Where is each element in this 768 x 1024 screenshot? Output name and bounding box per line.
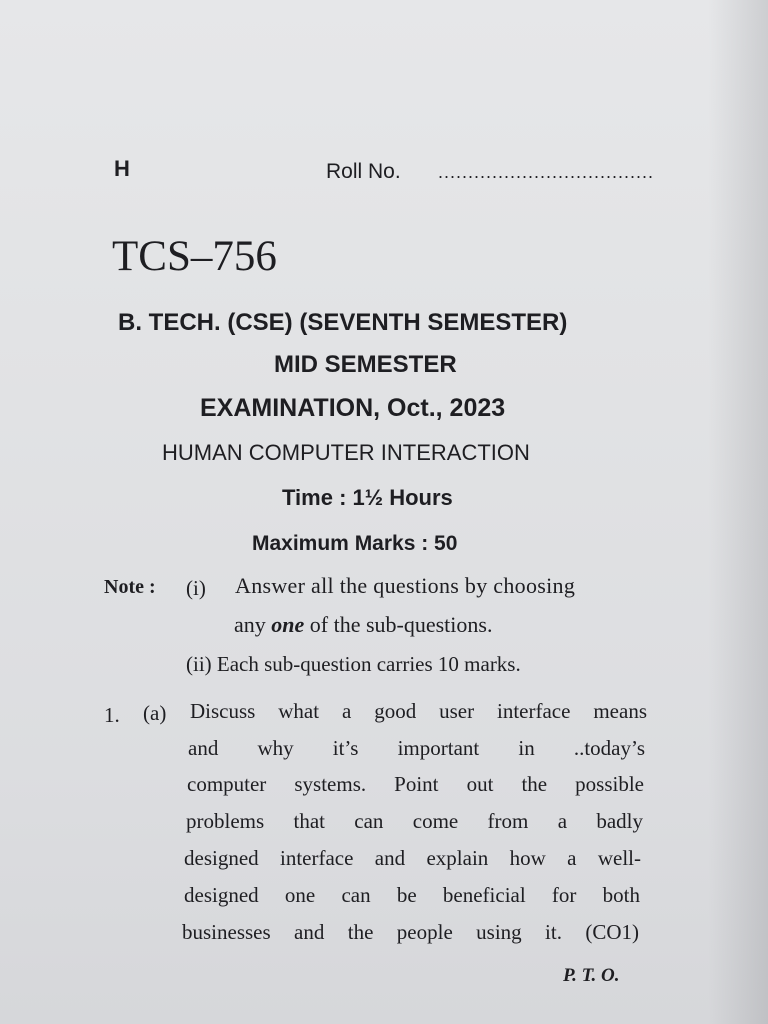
exam-type: MID SEMESTER [274,351,457,378]
roll-number-blank: .................................... [438,162,655,182]
maximum-marks: Maximum Marks : 50 [252,532,458,555]
roll-number-label: Roll No. [326,160,401,183]
question-text-line: computer systems. Point out the possible [187,772,644,796]
note-item-i-line2 [234,612,492,638]
exam-name: EXAMINATION, Oct., 2023 [200,394,506,422]
paper-code: TCS–756 [112,233,277,280]
page-edge-shadow [708,0,768,1024]
course-title: B. TECH. (CSE) (SEVENTH SEMESTER) [118,309,568,336]
note-label: Note : [104,576,156,598]
question-part: (a) [143,701,167,725]
question-text-line: and why it’s important in ..today’s [188,736,645,760]
exam-time: Time : 1½ Hours [282,485,453,510]
question-text-line: designed interface and explain how a well- [184,846,641,870]
question-text-line: problems that can come from a badly [186,809,643,833]
note-item-ii: (ii) Each sub-question carries 10 marks. [186,652,521,676]
question-number: 1. [104,703,120,727]
note-line2-emphasis: one [271,612,305,637]
question-text-line: Discuss what a good user interface means [190,699,647,723]
please-turn-over: P. T. O. [563,965,620,986]
set-code: H [114,156,130,181]
question-text-line: designed one can be beneficial for both [184,883,640,907]
note-item-i-line1: Answer all the questions by choosing [235,573,576,598]
question-text-line: businesses and the people using it. (CO1) [182,920,639,944]
note-line2-post: of the sub-questions. [304,612,493,637]
subject-title: HUMAN COMPUTER INTERACTION [162,440,530,465]
note-line2-pre: any [234,612,272,637]
note-item-i-number: (i) [186,576,206,600]
